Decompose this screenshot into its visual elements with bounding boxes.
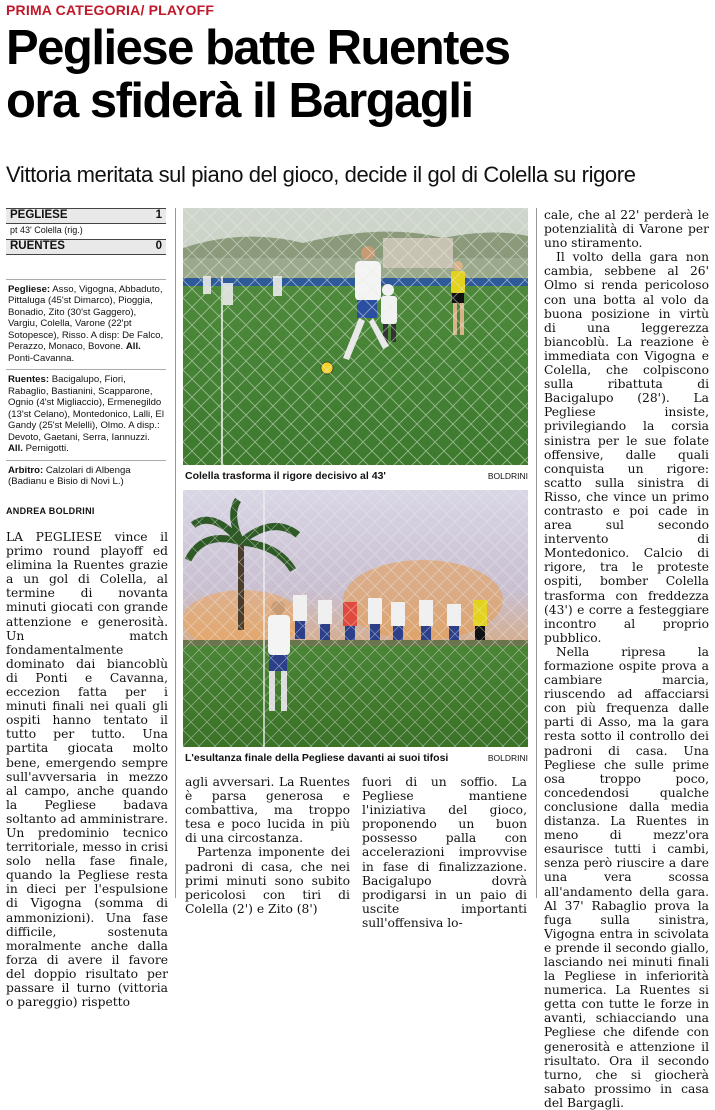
ruentes-label: Ruentes: [8, 374, 50, 385]
pegliese-coach-label: All. [125, 341, 141, 352]
goal-scorer: pt 43' Colella (rig.) [10, 224, 83, 235]
referee-label: Arbitro: [8, 464, 44, 476]
pegliese-lineup [6, 279, 166, 370]
photo-celebration [183, 490, 528, 747]
referee-name: Calzolari di Albenga (Badianu e Bisio di Novi L.) [8, 464, 131, 487]
headline-line-1: Pegliese batte Ruentes [6, 21, 510, 75]
byline: ANDREA BOLDRINI [6, 506, 95, 516]
ruentes-coach: Pernigotti. [25, 443, 69, 454]
headline [6, 22, 509, 128]
headline-line-2: ora sfiderà il Bargagli [6, 74, 473, 128]
penalty-photo-image [183, 208, 528, 465]
pegliese-coach: Ponti-Cavanna. [8, 352, 75, 364]
pegliese-players: Asso, Vigogna, Abbaduto, Pittaluga (45'st Dimarco), Pioggia, Bonadio, Zito (30'st Gaggero), Vargiu, Colella, Varone (22'pt Sotopesce), Risso. A disp: De Falco, Perazzo, Monaco, Bovone. [8, 283, 164, 352]
caption-text: L'esultanza finale della Pegliese davanti ai suoi tifosi [185, 752, 449, 764]
article-paragraph: agli avversari. La Ruentes è parsa generosa e combattiva, ma troppo tesa e poco lucida in più di una circostanza. [185, 775, 350, 846]
article-paragraph: fuori di un soffio. La Pegliese mantiene l'iniziativa del gioco, proponendo un buon possesso palla con accelerazioni improvvise in fase di finalizzazione. Bacigalupo dovrà prodigarsi in un paio di uscite importanti sull'offensiva lo- [362, 775, 527, 930]
photo-celebration-caption [185, 752, 528, 764]
article-column-1 [6, 530, 168, 1009]
article-paragraph: Partenza imponente dei padroni di casa, che nei primi minuti sono subito pericolosi con tiri di Colella (2') e Zito (8') [185, 845, 350, 916]
article-paragraph: LA PEGLIESE vince il primo round playoff ed elimina la Ruentes grazie a un gol di Colella, al termine di novanta minuti giocati con grande attenzione e generosità. Un match fondamentalmente dominato dai biancoblù di Ponti e Cavanna, eccezion fatta per i minuti finali nei quali gli ospiti hanno tentato il tutto per tutto. Una partita giocata molto bene, emergendo sempre sull'avversaria in mezzo al campo, anche quando la Pegliese badava soltanto ad amministrare. Un predominio tecnico territoriale, messo in crisi solo nella fase finale, quando la Pegliese resta in dieci per l'espulsione di Vigogna (somma di ammonizioni). Una fase difficile, sostenuta moralmente anche dalla forza di avere il favore del doppio risultato per passare il turno (vittoria o pareggio) rispetto [6, 530, 168, 1010]
section-kicker: PRIMA CATEGORIA/ PLAYOFF [6, 2, 215, 18]
photo-penalty-kick [183, 208, 528, 465]
ruentes-players: Bacigalupo, Fiori, Rabaglio, Bastianini, Scapparone, Ognio (4'st Migliaccio), Ermenegildo (13'st Celano), Montedonico, Lalli, El Gandy (25'st Melelli), Olmo. A disp.: Devoto, Gaetani, Serra, Iannuzzi. [8, 374, 164, 443]
home-team-name: PEGLIESE [10, 209, 68, 221]
subheadline: Vittoria meritata sul piano del gioco, decide il gol di Colella su rigore [6, 162, 636, 187]
article-column-4 [544, 208, 709, 1110]
photo-penalty-caption [185, 470, 528, 482]
article-column-2 [185, 775, 350, 916]
article-paragraph: Nella ripresa la formazione ospite prova a cambiare marcia, riuscendo ad affacciarsi con più frequenza dalle parti di Asso, ma la gara resta sotto il controllo dei padroni di casa. Una Pegliese che sulle prime osa troppo poco, concedendosi qualche conclusione dalla media distanza. La Ruentes in meno di mezz'ora esaurisce tutti i cambi, senza però riuscire a dare una vera scossa all'andamento della gara. Al 37' Rabaglio prova la fuga sulla sinistra, Vigogna entra in scivolata e prende il secondo giallo, lasciando nei minuti finali la Pegliese in inferiorità numerica. La Ruentes si getta con tutte le forze in avanti, schiacciando una Pegliese che difende con generosità e attenzione il risultato. Ora il secondo turno, che si giocherà sabato prossimo in casa del Bargagli. [544, 644, 709, 1110]
referee-info [6, 460, 166, 493]
article-column-3 [362, 775, 527, 930]
away-team-row [6, 239, 166, 255]
ruentes-lineup [6, 369, 166, 460]
pegliese-label: Pegliese: [8, 283, 51, 295]
caption-text: Colella trasforma il rigore decisivo al 43' [185, 470, 386, 482]
home-team-row [6, 208, 166, 224]
home-team-score: 1 [155, 209, 162, 221]
article-paragraph: Il volto della gara non cambia, sebbene al 26' Olmo si renda pericoloso con una botta al volo da buona posizione in virtù di una leggerezza biancoblù. La reazione è immediata con Vigogna e Colella, che colpiscono sulla ribattuta di Bacigalupo (28'). La Pegliese insiste, privilegiando la corsia sinistra per le sue folate offensive, dalle quali conquista un rigore: scatto sulla sinistra di Risso, che vince un primo contrasto e poi cade in area sul secondo intervento di Montedonico. Calcio di rigore, tra le proteste ospiti, bomber Colella trasforma con freddezza (43') e corre a festeggiare incontro al proprio pubblico. [544, 250, 709, 645]
photo-credit: BOLDRINI [487, 753, 528, 763]
photo-credit: BOLDRINI [487, 471, 528, 481]
away-team-score: 0 [155, 240, 162, 252]
article-paragraph: cale, che al 22' perderà le potenzialità di Varone per uno stiramento. [544, 208, 709, 251]
column-rule [175, 208, 176, 898]
match-scorebox [6, 208, 166, 493]
column-rule [536, 208, 537, 898]
ruentes-coach-label: All. [8, 443, 23, 454]
celebration-photo-image [183, 490, 528, 747]
away-team-name: RUENTES [10, 240, 65, 252]
